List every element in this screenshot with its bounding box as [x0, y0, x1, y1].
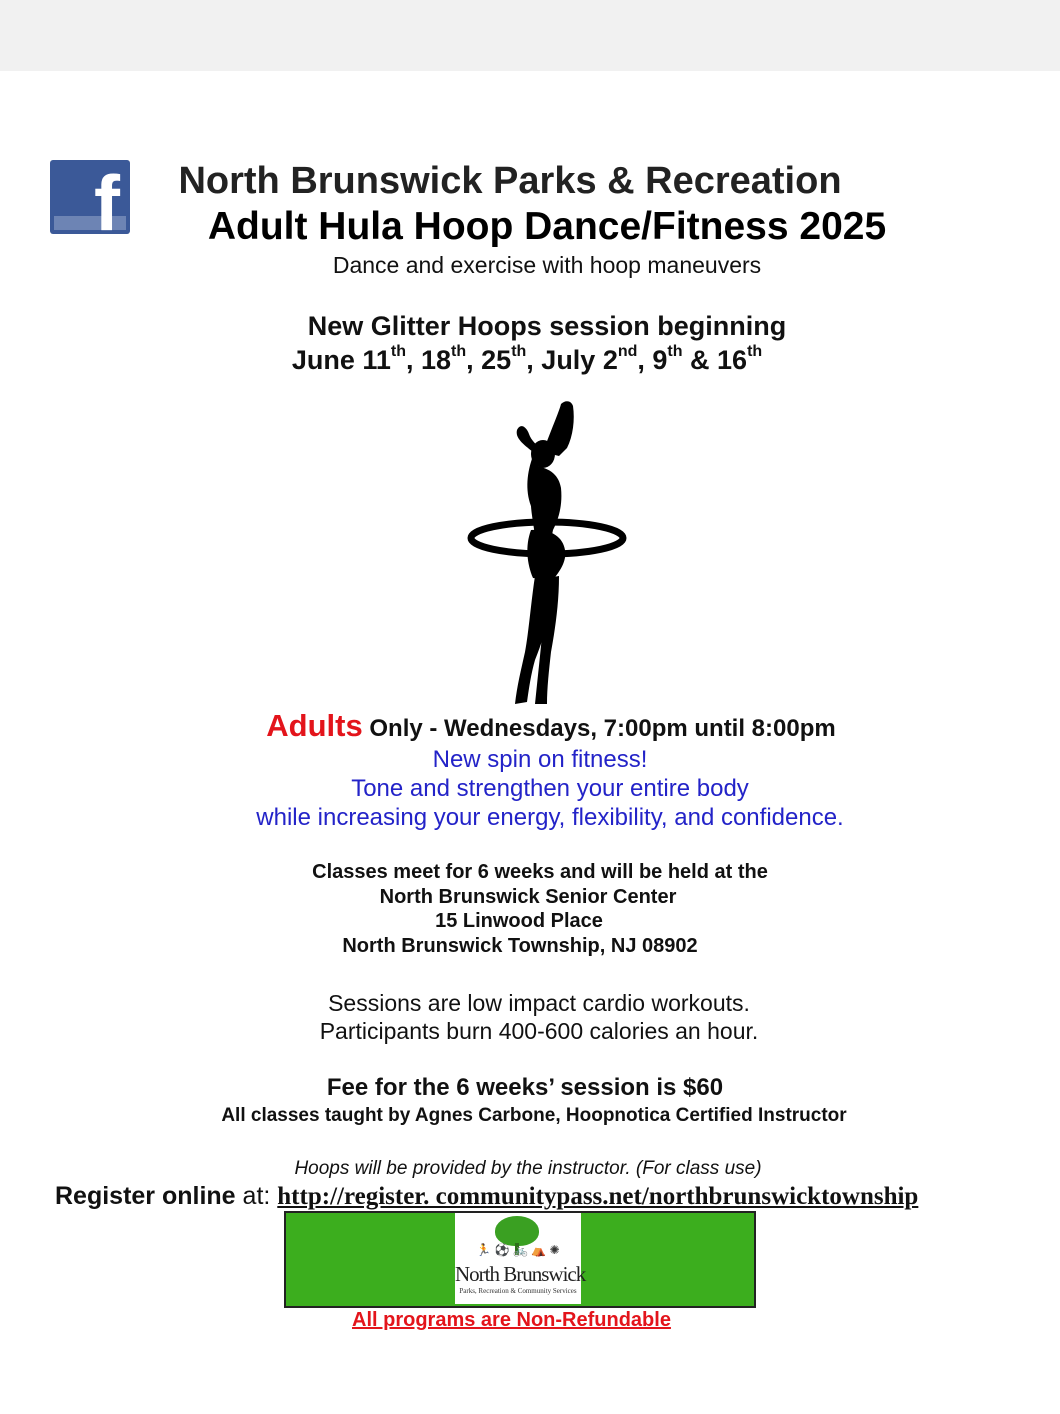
register-link[interactable]: http://register. communitypass.net/northbrunswicktownship	[277, 1183, 919, 1210]
register-label: Register online	[55, 1182, 236, 1210]
fee-line: Fee for the 6 weeks’ session is $60	[326, 1074, 724, 1101]
register-line	[55, 1182, 918, 1211]
location-venue: North Brunswick Senior Center	[379, 886, 677, 908]
promo-line-3: while increasing your energy, flexibility, and confidence.	[256, 804, 844, 831]
tagline: Dance and exercise with hoop maneuvers	[332, 252, 762, 278]
logo-name: North Brunswick	[455, 1262, 586, 1286]
hula-hoop-dancer-silhouette	[455, 390, 635, 710]
session-dates	[0, 345, 1057, 376]
instructor-line: All classes taught by Agnes Carbone, Hoopnotica Certified Instructor	[221, 1105, 847, 1126]
schedule-time: Only - Wednesdays, 7:00pm until 8:00pm	[362, 715, 836, 742]
promo-line-2: Tone and strengthen your entire body	[351, 775, 749, 802]
date-july-2: , July 2nd	[526, 343, 638, 375]
location-city: North Brunswick Township, NJ 08902	[342, 935, 698, 957]
refund-notice: All programs are Non-Refundable	[352, 1309, 671, 1331]
info-line-2: Participants burn 400-600 calories an hour.	[319, 1018, 759, 1044]
date-june-18: , 18th	[405, 343, 467, 375]
hoops-note: Hoops will be provided by the instructor. (For class use)	[294, 1158, 762, 1179]
logo-subtitle: Parks, Recreation & Community Services	[459, 1287, 577, 1295]
date-july-16: & 16th	[682, 343, 763, 375]
tree-icon	[495, 1216, 539, 1246]
program-title: Adult Hula Hoop Dance/Fitness 2025	[207, 205, 887, 248]
session-heading: New Glitter Hoops session beginning	[307, 311, 787, 341]
date-june-11: June 11th	[291, 343, 406, 375]
date-june-25: , 25th	[466, 343, 527, 375]
register-at: at:	[235, 1182, 278, 1210]
location-intro: Classes meet for 6 weeks and will be held at the	[312, 861, 768, 883]
location-street: 15 Linwood Place	[435, 910, 603, 932]
org-title: North Brunswick Parks & Recreation	[178, 160, 842, 202]
north-brunswick-logo	[455, 1213, 586, 1304]
facebook-f-glyph: f	[94, 160, 120, 234]
date-july-9: , 9th	[637, 343, 683, 375]
activity-figures-icon: 🏃 ⚽ 🚲 ⛺ ✺	[476, 1243, 560, 1257]
info-line-1: Sessions are low impact cardio workouts.	[328, 990, 750, 1016]
promo-line-1: New spin on fitness!	[432, 746, 648, 773]
adults-schedule	[21, 708, 1060, 744]
top-gray-bar	[0, 0, 1060, 71]
adults-word: Adults	[266, 708, 363, 743]
